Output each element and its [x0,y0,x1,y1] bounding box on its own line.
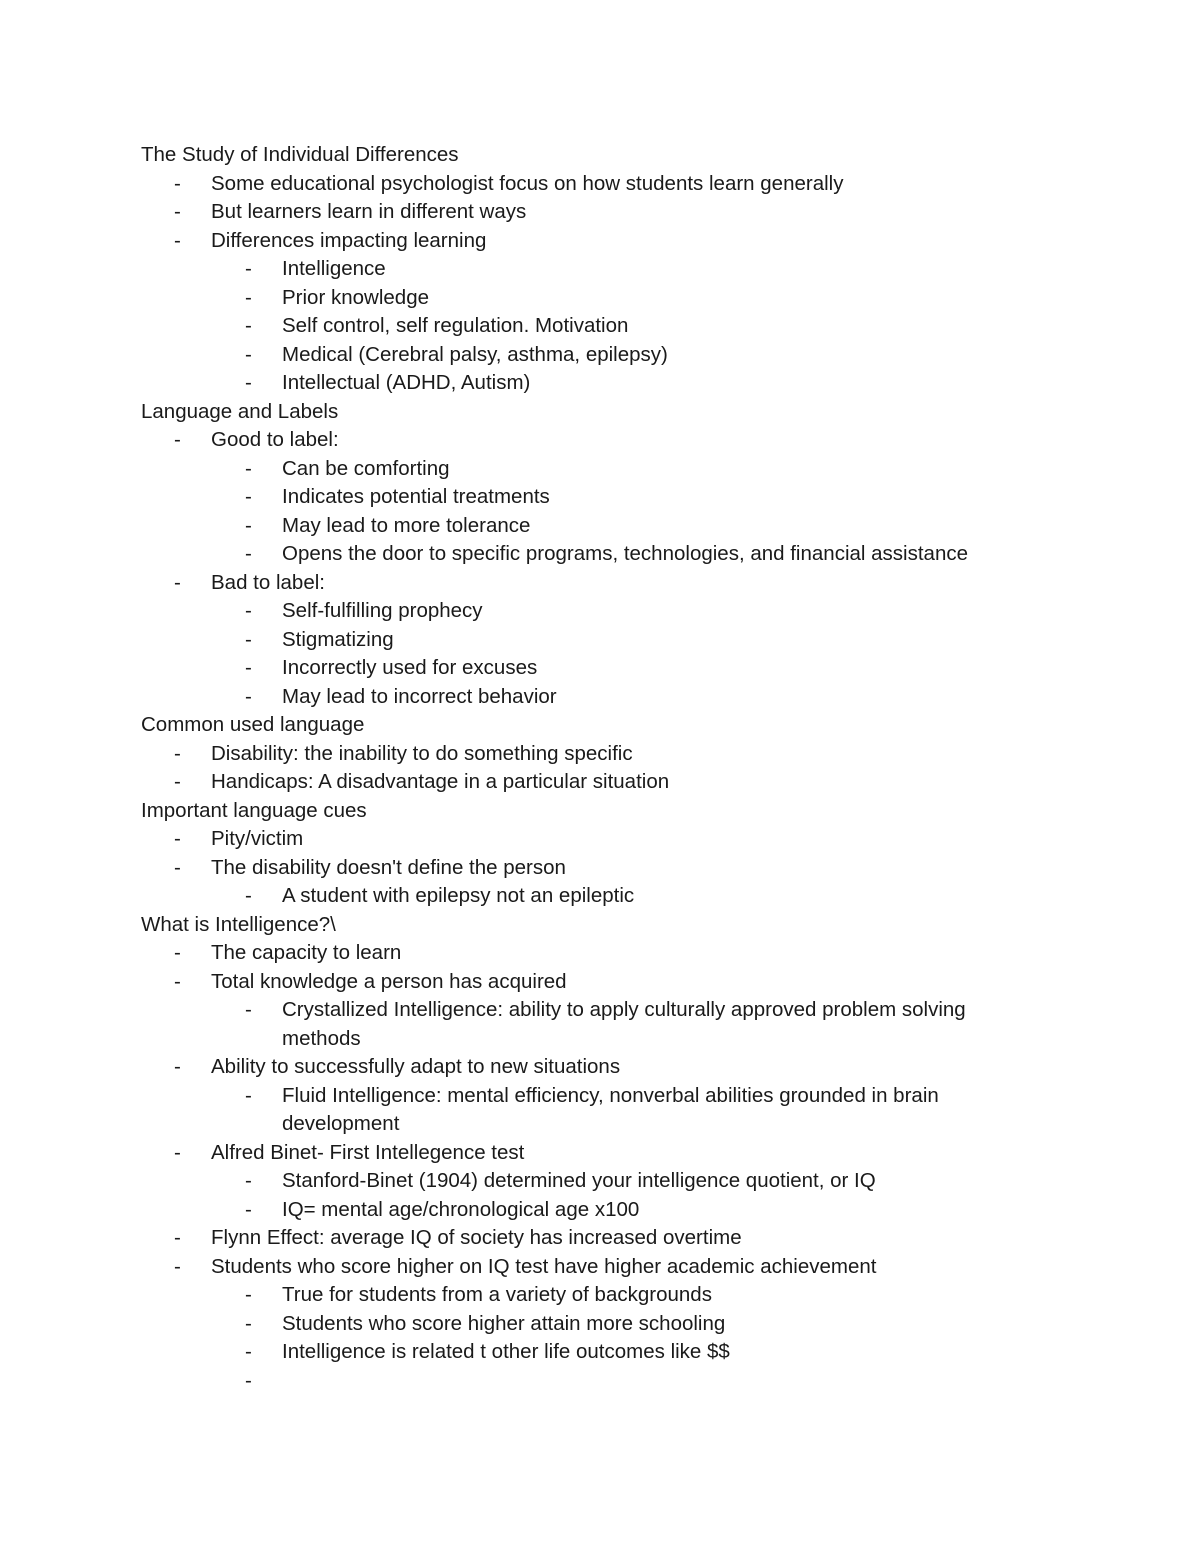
bullet-dash: - [174,770,181,793]
list-item [141,1053,1041,1082]
item-text: May lead to incorrect behavior [282,684,557,708]
item-text: Stigmatizing [282,627,394,651]
item-text: Indicates potential treatments [282,485,550,508]
bullet-dash: - [174,969,181,993]
list-item [141,341,1041,370]
heading-text: What is Intelligence?\ [141,912,336,936]
list-item [141,369,1041,398]
bullet-dash: - [245,485,252,508]
item-text: Fluid Intelligence: mental efficiency, nonverbal abilities grounded in brain development [282,1083,939,1135]
item-text: Bad to label: [211,570,325,594]
section-heading [141,141,1041,170]
list-item [141,512,1041,541]
item-text: Stanford-Binet (1904) determined your intelligence quotient, or IQ [282,1169,876,1192]
list-item [141,654,1041,683]
bullet-dash: - [245,371,252,394]
bullet-dash: - [174,1055,181,1078]
item-text: Pity/victim [211,827,304,850]
bullet-dash: - [174,428,181,451]
heading-text: Common used language [141,713,365,736]
list-item [141,968,1041,997]
bullet-dash: - [174,855,181,879]
item-text: Students who score higher attain more schooling [282,1311,726,1335]
item-text: May lead to more tolerance [282,513,531,537]
bullet-dash: - [245,1197,252,1221]
notes-body [141,141,1041,1395]
list-item [141,198,1041,227]
bullet-dash: - [245,656,252,679]
list-item [141,939,1041,968]
list-item [141,284,1041,313]
item-text: Some educational psychologist focus on how students learn generally [211,171,844,195]
list-item [141,569,1041,598]
section-heading [141,911,1041,940]
item-text: IQ= mental age/chronological age x100 [282,1197,640,1221]
list-item [141,1281,1041,1310]
item-text: Flynn Effect: average IQ of society has increased overtime [211,1226,742,1249]
list-item [141,1139,1041,1168]
heading-text: Language and Labels [141,399,339,423]
bullet-dash: - [245,998,252,1021]
bullet-dash: - [245,342,252,366]
item-text: Students who score higher on IQ test have higher academic achievement [211,1254,877,1278]
bullet-dash: - [245,1340,252,1363]
bullet-dash: - [174,570,181,594]
list-item [141,483,1041,512]
bullet-dash: - [174,200,181,223]
list-item [141,455,1041,484]
bullet-dash: - [245,456,252,480]
item-text: Good to label: [211,428,339,451]
list-item [141,683,1041,712]
list-item [141,312,1041,341]
list-item [141,1196,1041,1225]
list-item [141,825,1041,854]
item-text: Alfred Binet- First Intellegence test [211,1140,525,1164]
list-item [141,1167,1041,1196]
list-item [141,854,1041,883]
item-text: True for students from a variety of backgrounds [282,1283,712,1306]
bullet-dash: - [245,257,252,280]
list-item [141,626,1041,655]
bullet-dash: - [174,741,181,765]
item-text: Opens the door to specific programs, technologies, and financial assistance [282,542,968,565]
bullet-dash: - [174,827,181,850]
list-item [141,1367,1041,1396]
item-text: Disability: the inability to do something specific [211,741,633,765]
item-text: Can be comforting [282,456,450,480]
bullet-dash: - [245,1368,252,1392]
list-item [141,597,1041,626]
list-item [141,882,1041,911]
section-heading [141,398,1041,427]
item-text: But learners learn in different ways [211,200,527,223]
section-heading [141,797,1041,826]
bullet-dash: - [245,285,252,309]
item-text: Total knowledge a person has acquired [211,969,567,993]
heading-text: Important language cues [141,798,367,822]
list-item [141,1224,1041,1253]
bullet-dash: - [245,513,252,537]
bullet-dash: - [245,599,252,622]
item-text: Incorrectly used for excuses [282,656,538,679]
list-item [141,740,1041,769]
bullet-dash: - [245,1169,252,1192]
list-item [141,540,1041,569]
bullet-dash: - [174,1226,181,1249]
bullet-dash: - [245,1083,252,1107]
item-text: Handicaps: A disadvantage in a particular situation [211,770,670,793]
bullet-dash: - [174,941,181,964]
bullet-dash: - [245,1311,252,1335]
bullet-dash: - [174,1254,181,1278]
list-item [141,996,1041,1053]
bullet-dash: - [245,314,252,337]
item-text: Prior knowledge [282,285,429,309]
list-item [141,1310,1041,1339]
item-text: Medical (Cerebral palsy, asthma, epilepsy) [282,342,668,366]
bullet-dash: - [245,884,252,907]
bullet-dash: - [245,542,252,565]
item-text: Ability to successfully adapt to new situations [211,1055,621,1078]
item-text: Intelligence is related t other life outcomes like $$ [282,1340,730,1363]
bullet-dash: - [174,228,181,252]
heading-text: The Study of Individual Differences [141,143,459,166]
list-item [141,1338,1041,1367]
item-text: Crystallized Intelligence: ability to apply culturally approved problem solving methods [282,998,966,1050]
item-text: Intelligence [282,257,386,280]
item-text: A student with epilepsy not an epileptic [282,884,635,907]
list-item [141,170,1041,199]
bullet-dash: - [174,171,181,195]
list-item [141,227,1041,256]
bullet-dash: - [245,1283,252,1306]
item-text: Self-fulfilling prophecy [282,599,483,622]
list-item [141,426,1041,455]
bullet-dash: - [174,1140,181,1164]
list-item [141,768,1041,797]
bullet-dash: - [245,684,252,708]
item-text: Intellectual (ADHD, Autism) [282,371,531,394]
item-text: Differences impacting learning [211,228,487,252]
list-item [141,1253,1041,1282]
section-heading [141,711,1041,740]
list-item [141,255,1041,284]
list-item [141,1082,1041,1139]
item-text: The capacity to learn [211,941,402,964]
item-text: The disability doesn't define the person [211,855,566,879]
bullet-dash: - [245,627,252,651]
item-text: Self control, self regulation. Motivation [282,314,629,337]
